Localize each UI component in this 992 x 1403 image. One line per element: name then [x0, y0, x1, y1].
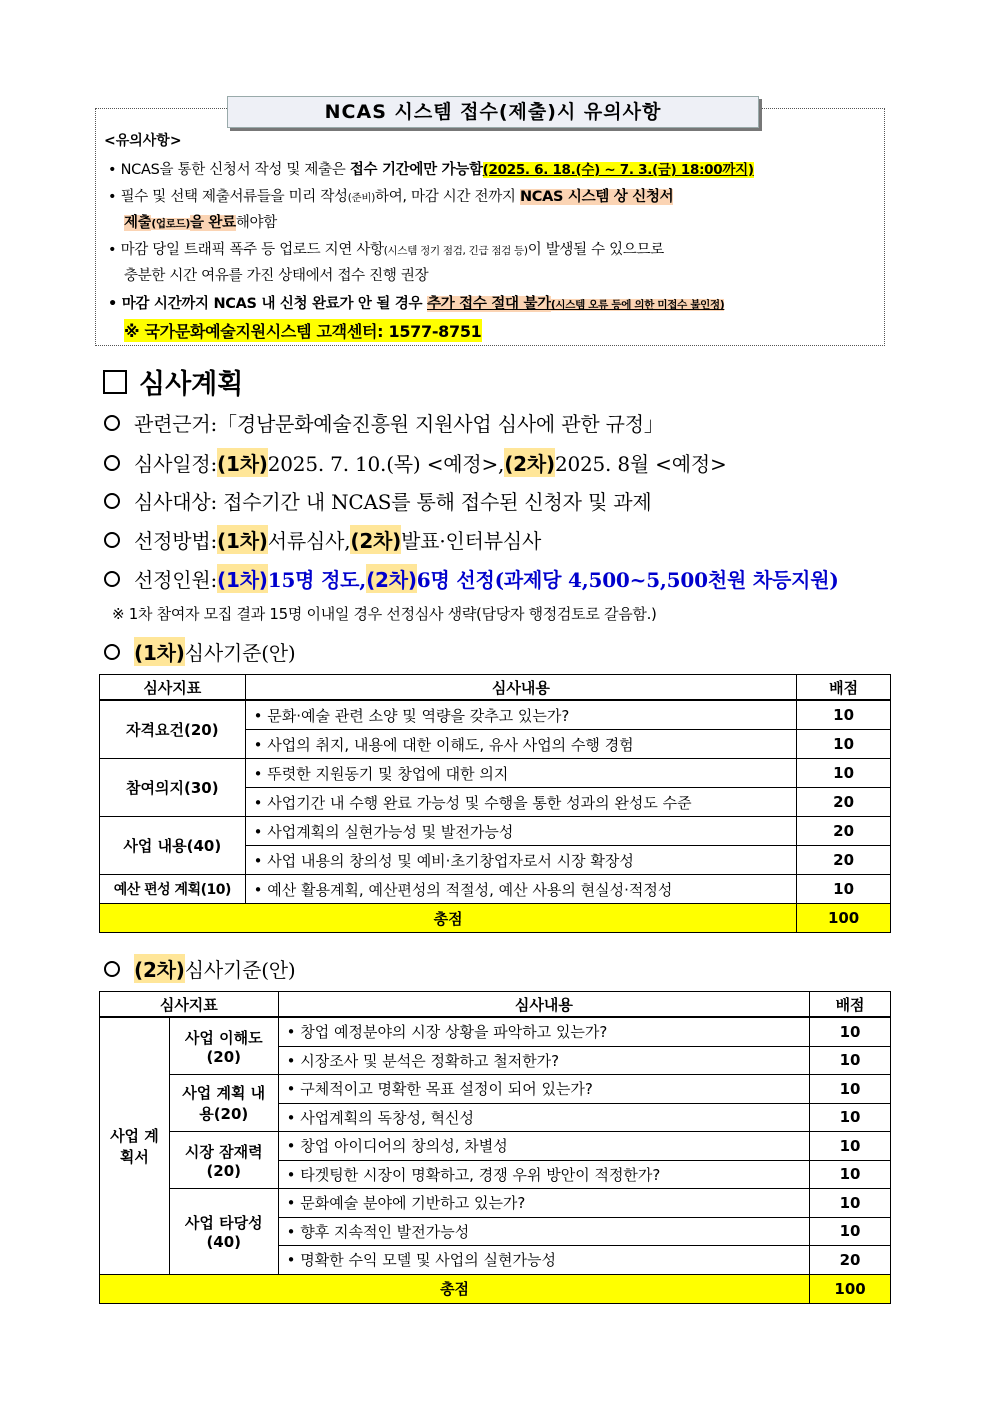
circle-bullet-icon	[104, 415, 120, 431]
circle-bullet-icon	[104, 455, 120, 471]
total-score: 100	[810, 1274, 891, 1303]
criteria-cell: • 예산 활용계획, 예산편성의 적절성, 예산 사용의 현실성·적정성	[245, 875, 797, 904]
notice-line-4: • 마감 당일 트래픽 폭주 등 업로드 지연 사항(시스템 정기 점검, 긴급 점검 등)이 발생될 수 있으므로	[108, 242, 664, 258]
score-cell: 10	[797, 759, 891, 788]
circle-bullet-icon	[104, 644, 120, 660]
score-cell: 20	[797, 788, 891, 817]
notice-line-2: • 필수 및 선택 제출서류들을 미리 작성(준비)하여, 마감 시간 전까지 NCAS 시스템 상 신청서	[108, 189, 674, 205]
criteria-cell: • 문화·예술 관련 소양 및 역량을 갖추고 있는가?	[245, 700, 797, 730]
table-header: 배점	[810, 992, 891, 1018]
score-cell: 10	[810, 1189, 891, 1218]
category-cell: 사업 내용(40)	[100, 817, 246, 875]
score-cell: 10	[810, 1075, 891, 1104]
criteria-cell: • 향후 지속적인 발전가능성	[278, 1217, 809, 1246]
circle-bullet-icon	[104, 493, 120, 509]
criteria-cell: • 문화예술 분야에 기반하고 있는가?	[278, 1189, 809, 1218]
score-cell: 20	[810, 1246, 891, 1275]
table-header: 심사지표	[100, 675, 246, 701]
main-category-cell: 사업 계획서	[100, 1017, 170, 1274]
notice-title: NCAS 시스템 접수(제출)시 유의사항	[227, 96, 759, 128]
category-cell: 사업 이해도(20)	[169, 1017, 278, 1075]
criteria-cell: • 구체적이고 명확한 목표 설정이 되어 있는가?	[278, 1075, 809, 1104]
category-cell: 사업 타당성(40)	[169, 1189, 278, 1275]
criteria-cell: • 사업 내용의 창의성 및 예비·초기창업자로서 시장 확장성	[245, 846, 797, 875]
criteria-cell: • 타겟팅한 시장이 명확하고, 경쟁 우위 방안이 적정한가?	[278, 1160, 809, 1189]
item-count: 선정인원: (1차) 15명 정도, (2차) 6명 선정(과제당 4,500~5,500천원 차등지원)	[104, 564, 839, 593]
score-cell: 10	[810, 1217, 891, 1246]
category-cell: 사업 계획 내용(20)	[169, 1075, 278, 1132]
table-header: 배점	[797, 675, 891, 701]
category-cell: 자격요건(20)	[100, 700, 246, 759]
criteria-cell: • 창업 아이디어의 창의성, 차별성	[278, 1132, 809, 1161]
total-label: 총점	[100, 1274, 810, 1303]
category-cell: 참여의지(30)	[100, 759, 246, 817]
criteria-2-heading: (2차) 심사기준(안)	[104, 954, 296, 983]
item-target: 심사대상: 접수기간 내 NCAS를 통해 접수된 신청자 및 과제	[104, 486, 651, 515]
criteria-table-1	[99, 674, 891, 933]
notice-line-5: 충분한 시간 여유를 가진 상태에서 접수 진행 권장	[124, 268, 429, 284]
score-cell: 10	[810, 1017, 891, 1046]
circle-bullet-icon	[104, 532, 120, 548]
criteria-1-heading: (1차) 심사기준(안)	[104, 637, 296, 666]
category-cell: 예산 편성 계획(10)	[100, 875, 246, 904]
section-heading	[103, 362, 243, 401]
total-score: 100	[797, 904, 891, 933]
criteria-table-2	[99, 991, 891, 1304]
criteria-cell: • 사업계획의 독창성, 혁신성	[278, 1103, 809, 1132]
table-header: 심사지표	[100, 992, 279, 1018]
circle-bullet-icon	[104, 571, 120, 587]
criteria-cell: • 사업기간 내 수행 완료 가능성 및 수행을 통한 성과의 완성도 수준	[245, 788, 797, 817]
criteria-cell: • 창업 예정분야의 시장 상황을 파악하고 있는가?	[278, 1017, 809, 1046]
circle-bullet-icon	[104, 961, 120, 977]
score-cell: 10	[810, 1132, 891, 1161]
item-schedule: 심사일정: (1차) 2025. 7. 10.(목) <예정>, (2차) 2025. 8월 <예정>	[104, 448, 727, 477]
table-header: 심사내용	[278, 992, 809, 1018]
criteria-cell: • 시장조사 및 분석은 정확하고 철저한가?	[278, 1046, 809, 1075]
section-title: 심사계획	[139, 369, 244, 400]
total-label: 총점	[100, 904, 797, 933]
checkbox-square-icon	[103, 370, 127, 394]
item-method: 선정방법: (1차) 서류심사, (2차) 발표·인터뷰심사	[104, 525, 541, 554]
score-cell: 20	[797, 846, 891, 875]
criteria-cell: • 사업의 취지, 내용에 대한 이해도, 유사 사업의 수행 경험	[245, 730, 797, 759]
criteria-cell: • 명확한 수익 모델 및 사업의 실현가능성	[278, 1246, 809, 1275]
score-cell: 10	[797, 700, 891, 730]
selection-note: ※ 1차 참여자 모집 결과 15명 이내일 경우 선정심사 생략(담당자 행정검토로 갈음함.)	[112, 605, 657, 623]
notice-line-1: • NCAS을 통한 신청서 작성 및 제출은 접수 기간에만 가능함(2025. 6. 18.(수) ~ 7. 3.(금) 18:00까지)	[108, 162, 754, 178]
score-cell: 10	[797, 875, 891, 904]
criteria-cell: • 뚜렷한 지원동기 및 창업에 대한 의지	[245, 759, 797, 788]
notice-line-6: • 마감 시간까지 NCAS 내 신청 완료가 안 될 경우 추가 접수 절대 불가(시스템 오류 등에 의한 미접수 불인정)	[108, 296, 725, 312]
score-cell: 10	[797, 730, 891, 759]
score-cell: 10	[810, 1103, 891, 1132]
item-basis: 관련근거:「경남문화예술진흥원 지원사업 심사에 관한 규정」	[104, 408, 664, 437]
notice-helpdesk: ※ 국가문화예술지원시스템 고객센터: 1577-8751	[124, 319, 482, 342]
score-cell: 10	[810, 1160, 891, 1189]
notice-line-3: 제출(업로드)을 완료해야함	[124, 215, 277, 231]
score-cell: 10	[810, 1046, 891, 1075]
criteria-cell: • 사업계획의 실현가능성 및 발전가능성	[245, 817, 797, 846]
table-header: 심사내용	[245, 675, 797, 701]
notice-heading: <유의사항>	[104, 133, 182, 149]
score-cell: 20	[797, 817, 891, 846]
category-cell: 시장 잠재력(20)	[169, 1132, 278, 1189]
